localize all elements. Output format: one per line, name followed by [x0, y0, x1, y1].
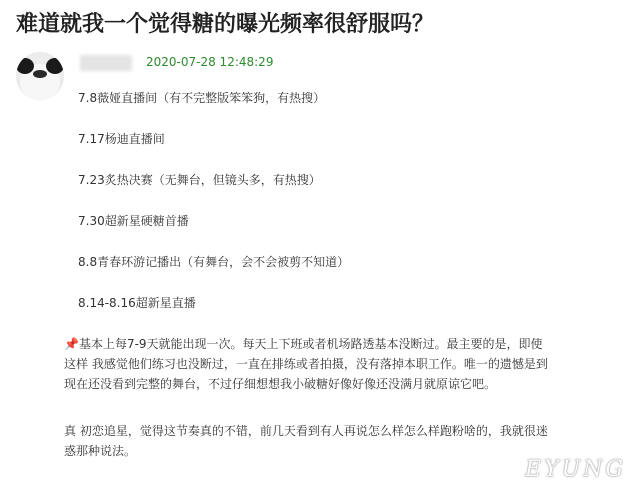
schedule-item: 7.23炙热决赛（无舞台，但镜头多，有热搜）	[78, 173, 321, 187]
post-title: 难道就我一个觉得糖的曝光频率很舒服吗？	[16, 12, 435, 37]
schedule-item: 7.8薇娅直播间（有不完整版笨笨狗，有热搜）	[78, 91, 326, 105]
schedule-item: 7.30超新星硬糖首播	[78, 214, 189, 228]
watermark-logo: EYUNG	[525, 457, 626, 482]
username-blurred[interactable]	[80, 55, 132, 71]
paragraph-line: 真 初恋追星，觉得这节奏真的不错，前几天看到有人再说怎么样怎么样跑粉啥的，我就很迷	[64, 424, 548, 438]
schedule-item: 8.8青春环游记播出（有舞台，会不会被剪不知道）	[78, 255, 350, 269]
schedule-item: 8.14-8.16超新星直播	[78, 296, 196, 310]
panda-avatar-icon	[16, 52, 64, 100]
paragraph-line: 现在还没看到完整的舞台，不过仔细想想我小破糖好像好像还没满月就原谅它吧。	[64, 377, 497, 391]
post-timestamp: 2020-07-28 12:48:29	[146, 55, 274, 69]
post-paragraph	[64, 334, 626, 394]
pushpin-icon: 📌	[64, 337, 79, 351]
paragraph-line: 基本上每7-9天就能出现一次。每天上下班或者机场路透基本没断过。最主要的是，即使	[78, 337, 543, 351]
schedule-item: 7.17杨迪直播间	[78, 132, 165, 146]
post-paragraph	[64, 421, 626, 461]
paragraph-line: 这样 我感觉他们练习也没断过，一直在排练或者拍摄，没有落掉本职工作。唯一的遗憾是到	[64, 357, 548, 371]
paragraph-line: 惑那种说法。	[64, 444, 137, 458]
avatar[interactable]	[16, 52, 64, 100]
